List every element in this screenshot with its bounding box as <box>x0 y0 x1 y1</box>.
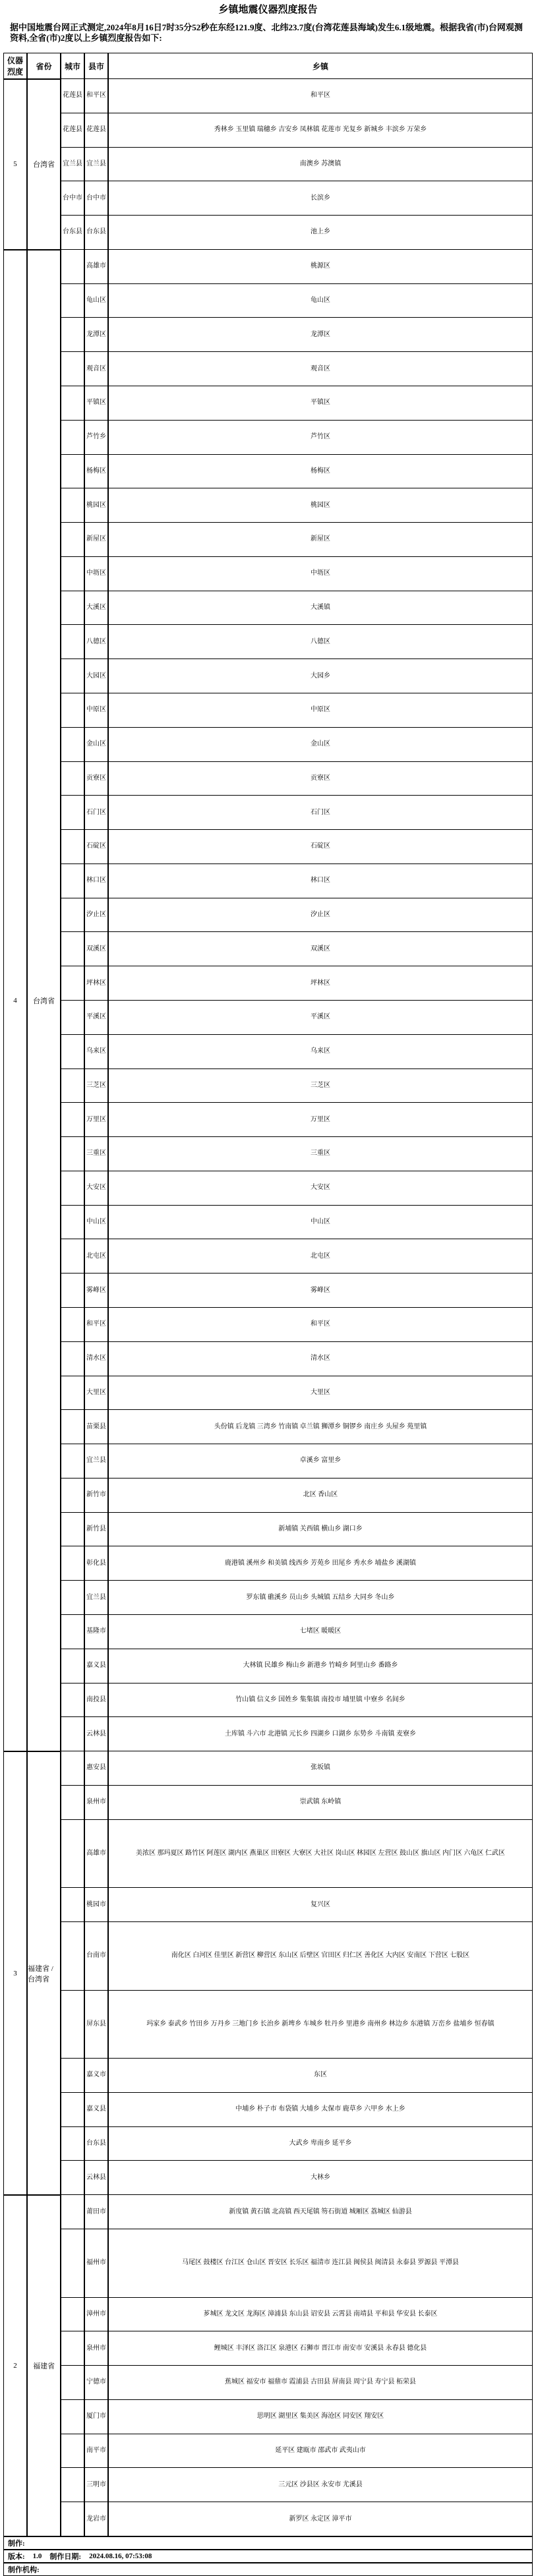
county-cell: 台东县 <box>84 2127 108 2161</box>
county-cell: 泉州市 <box>84 1786 108 1820</box>
towns-cell: 桃园区 <box>108 488 533 523</box>
table-row <box>61 693 533 728</box>
city-cell <box>61 1615 84 1649</box>
intensity-cell: 2 <box>3 2195 27 2536</box>
towns-cell: 北区 香山区 <box>108 1478 533 1513</box>
towns-cell: 北屯区 <box>108 1239 533 1273</box>
footer-maker: 制作: <box>3 2536 533 2550</box>
towns-cell: 大里区 <box>108 1376 533 1411</box>
city-cell <box>61 1786 84 1820</box>
province-cell: 福建省 <box>27 2195 61 2536</box>
city-cell <box>61 591 84 626</box>
city-cell <box>61 898 84 933</box>
county-cell: 惠安县 <box>84 1751 108 1786</box>
table-row <box>61 1376 533 1411</box>
county-cell: 坪林区 <box>84 966 108 1001</box>
footer-org: 制作机构: <box>3 2563 533 2576</box>
towns-cell: 长滨乡 <box>108 181 533 216</box>
table-row <box>61 386 533 421</box>
city-cell <box>61 796 84 830</box>
towns-cell: 新罗区 永定区 漳平市 <box>108 2502 533 2536</box>
city-cell <box>61 1342 84 1376</box>
towns-cell: 新屋区 <box>108 523 533 557</box>
towns-cell: 鹿港镇 溪州乡 和美镇 线西乡 芳苑乡 田尾乡 秀水乡 埔盐乡 溪湖镇 <box>108 1546 533 1581</box>
towns-cell: 雾峰区 <box>108 1273 533 1308</box>
table-row <box>61 1171 533 1206</box>
table-row <box>61 2127 533 2161</box>
towns-cell: 头份镇 后龙镇 三湾乡 竹南镇 卓兰镇 狮潭乡 铜锣乡 南庄乡 头屋乡 苑里镇 <box>108 1410 533 1444</box>
table-row <box>61 2229 533 2298</box>
towns-cell: 中埔乡 朴子市 布袋镇 大埔乡 太保市 鹿草乡 六甲乡 水上乡 <box>108 2093 533 2127</box>
county-cell: 万里区 <box>84 1103 108 1137</box>
table-row <box>61 1581 533 1615</box>
table-row <box>61 898 533 933</box>
table-row <box>61 1717 533 1751</box>
county-cell: 福州市 <box>84 2229 108 2298</box>
towns-cell: 桃源区 <box>108 250 533 284</box>
county-cell: 杨梅区 <box>84 455 108 489</box>
towns-cell: 三芝区 <box>108 1069 533 1103</box>
towns-cell: 卓溪乡 富里乡 <box>108 1444 533 1478</box>
city-cell <box>61 1581 84 1615</box>
county-cell: 石门区 <box>84 796 108 830</box>
towns-cell: 三元区 沙县区 永安市 尤溪县 <box>108 2468 533 2502</box>
towns-cell: 鲤城区 丰泽区 洛江区 泉港区 石狮市 晋江市 南安市 安溪县 永春县 德化县 <box>108 2331 533 2366</box>
city-cell <box>61 2468 84 2502</box>
towns-cell: 平镇区 <box>108 386 533 421</box>
col-province: 省份 <box>27 53 61 79</box>
county-cell: 泉州市 <box>84 2331 108 2366</box>
county-cell: 八德区 <box>84 625 108 659</box>
county-cell: 宜兰县 <box>84 1581 108 1615</box>
province-cell: 台湾省 <box>27 79 61 250</box>
towns-cell: 贡寮区 <box>108 762 533 796</box>
city-cell <box>61 864 84 898</box>
county-cell: 中山区 <box>84 1206 108 1240</box>
table-row <box>61 659 533 693</box>
city-cell <box>61 1717 84 1751</box>
towns-cell: 土库镇 斗六市 北港镇 元长乡 四湖乡 口湖乡 东势乡 斗南镇 麦寮乡 <box>108 1717 533 1751</box>
report-title: 乡镇地震仪器烈度报告 <box>218 5 318 15</box>
table-row <box>61 1444 533 1478</box>
table-row <box>61 455 533 489</box>
county-cell: 大里区 <box>84 1376 108 1411</box>
table-row <box>61 216 533 250</box>
table-row <box>61 2195 533 2229</box>
towns-cell: 大林镇 民雄乡 梅山乡 新港乡 竹崎乡 阿里山乡 番路乡 <box>108 1649 533 1683</box>
intensity-cell: 4 <box>3 250 27 1751</box>
table-row <box>61 1069 533 1103</box>
towns-cell: 张坂镇 <box>108 1751 533 1786</box>
county-cell: 芦竹乡 <box>84 421 108 455</box>
county-cell: 贡寮区 <box>84 762 108 796</box>
col-city: 城市 <box>61 53 84 79</box>
city-cell <box>61 2366 84 2400</box>
table-row <box>61 1103 533 1137</box>
city-cell <box>61 2331 84 2366</box>
city-cell <box>61 1273 84 1308</box>
table-row <box>61 2298 533 2332</box>
county-cell: 高雄市 <box>84 1820 108 1888</box>
county-cell: 大安区 <box>84 1171 108 1206</box>
county-cell: 宁德市 <box>84 2366 108 2400</box>
county-cell: 花莲县 <box>84 113 108 148</box>
table-row <box>61 1273 533 1308</box>
table-row <box>61 1615 533 1649</box>
towns-cell: 平溪区 <box>108 1001 533 1035</box>
table-row <box>61 523 533 557</box>
county-cell: 大溪区 <box>84 591 108 626</box>
county-cell: 大园区 <box>84 659 108 693</box>
towns-cell: 南化区 白河区 佳里区 新营区 柳营区 东山区 后壁区 官田区 归仁区 善化区 大内区 安南区 下营区 七股区 <box>108 1922 533 1991</box>
city-cell <box>61 250 84 284</box>
county-cell: 和平区 <box>84 1308 108 1342</box>
towns-cell: 大武乡 卑南乡 延平乡 <box>108 2127 533 2161</box>
towns-cell: 秀林乡 玉里镇 瑞穗乡 吉安乡 凤林镇 花莲市 光复乡 新城乡 丰滨乡 万荣乡 <box>108 113 533 148</box>
city-cell <box>61 966 84 1001</box>
towns-cell: 石门区 <box>108 796 533 830</box>
county-cell: 汐止区 <box>84 898 108 933</box>
table-row <box>61 625 533 659</box>
table-row <box>61 352 533 386</box>
county-cell: 三重区 <box>84 1137 108 1171</box>
towns-cell: 大林乡 <box>108 2161 533 2195</box>
col-towns: 乡镇 <box>108 53 533 79</box>
county-cell: 嘉义市 <box>84 2059 108 2093</box>
city-cell <box>61 318 84 352</box>
towns-cell: 万里区 <box>108 1103 533 1137</box>
table-row <box>61 1137 533 1171</box>
towns-cell: 杨梅区 <box>108 455 533 489</box>
county-cell: 中原区 <box>84 693 108 728</box>
table-row <box>61 1922 533 1991</box>
table-row <box>61 1478 533 1513</box>
towns-cell: 芦竹区 <box>108 421 533 455</box>
table-row <box>61 181 533 216</box>
towns-cell: 龟山区 <box>108 284 533 318</box>
city-cell <box>61 762 84 796</box>
county-cell: 漳州市 <box>84 2298 108 2332</box>
county-cell: 中坜区 <box>84 557 108 591</box>
table-row <box>61 79 533 113</box>
table-row <box>61 591 533 626</box>
table-row <box>61 2468 533 2502</box>
towns-cell: 和平区 <box>108 79 533 113</box>
table-row <box>61 113 533 148</box>
towns-cell: 清水区 <box>108 1342 533 1376</box>
county-cell: 桃园区 <box>84 488 108 523</box>
city-cell <box>61 2161 84 2195</box>
table-row <box>61 1546 533 1581</box>
county-cell: 南平市 <box>84 2434 108 2469</box>
city-cell <box>61 1035 84 1069</box>
table-row <box>61 1308 533 1342</box>
table-row <box>61 1513 533 1547</box>
city-cell <box>61 455 84 489</box>
table-row <box>61 250 533 284</box>
county-cell: 观音区 <box>84 352 108 386</box>
province-cell: 台湾省 <box>27 250 61 1751</box>
county-cell: 乌来区 <box>84 1035 108 1069</box>
county-cell: 云林县 <box>84 2161 108 2195</box>
table-row <box>61 1001 533 1035</box>
city-cell: 宜兰县 <box>61 148 84 182</box>
table-row <box>61 318 533 352</box>
table-row <box>61 1683 533 1718</box>
county-cell: 石碇区 <box>84 830 108 864</box>
county-cell: 金山区 <box>84 728 108 762</box>
towns-cell: 双溪区 <box>108 932 533 966</box>
table-row <box>61 1786 533 1820</box>
towns-cell: 石碇区 <box>108 830 533 864</box>
city-cell <box>61 1513 84 1547</box>
city-cell <box>61 2434 84 2469</box>
towns-cell: 七堵区 暖暖区 <box>108 1615 533 1649</box>
county-cell: 平溪区 <box>84 1001 108 1035</box>
city-cell <box>61 488 84 523</box>
city-cell <box>61 1001 84 1035</box>
city-cell <box>61 1206 84 1240</box>
table-row <box>61 796 533 830</box>
table-row <box>61 2331 533 2366</box>
table-row <box>61 2093 533 2127</box>
city-cell <box>61 693 84 728</box>
city-cell <box>61 728 84 762</box>
table-row <box>61 864 533 898</box>
towns-cell: 崇武镇 东岭镇 <box>108 1786 533 1820</box>
county-cell: 双溪区 <box>84 932 108 966</box>
city-cell <box>61 1751 84 1786</box>
towns-cell: 坪林区 <box>108 966 533 1001</box>
city-cell <box>61 2298 84 2332</box>
towns-cell: 林口区 <box>108 864 533 898</box>
county-cell: 龙岩市 <box>84 2502 108 2536</box>
county-cell: 雾峰区 <box>84 1273 108 1308</box>
towns-cell: 汐止区 <box>108 898 533 933</box>
table-row <box>61 284 533 318</box>
city-cell <box>61 1991 84 2059</box>
county-cell: 基隆市 <box>84 1615 108 1649</box>
county-cell: 厦门市 <box>84 2400 108 2434</box>
towns-cell: 美浓区 那玛夏区 路竹区 阿莲区 湖内区 燕巢区 田寮区 大寮区 大社区 岗山区 林园区 左营区 鼓山区 旗山区 内门区 六龟区 仁武区 <box>108 1820 533 1888</box>
towns-cell: 南澳乡 苏澳镇 <box>108 148 533 182</box>
city-cell <box>61 932 84 966</box>
table-row <box>61 1410 533 1444</box>
city-cell <box>61 1171 84 1206</box>
county-cell: 林口区 <box>84 864 108 898</box>
county-cell: 嘉义县 <box>84 1649 108 1683</box>
table-row <box>61 1649 533 1683</box>
city-cell <box>61 1888 84 1922</box>
towns-cell: 新度镇 黄石镇 北高镇 西天尾镇 笏石街道 城厢区 荔城区 仙游县 <box>108 2195 533 2229</box>
city-cell <box>61 2229 84 2298</box>
county-cell: 彰化县 <box>84 1546 108 1581</box>
county-cell: 龟山区 <box>84 284 108 318</box>
city-cell <box>61 352 84 386</box>
towns-cell: 中山区 <box>108 1206 533 1240</box>
table-row <box>61 2366 533 2400</box>
city-cell <box>61 2059 84 2093</box>
county-cell: 三芝区 <box>84 1069 108 1103</box>
county-cell: 新竹县 <box>84 1513 108 1547</box>
city-cell <box>61 2195 84 2229</box>
county-cell: 新竹市 <box>84 1478 108 1513</box>
city-cell <box>61 2502 84 2536</box>
city-cell <box>61 1922 84 1991</box>
towns-cell: 复兴区 <box>108 1888 533 1922</box>
province-cell: 福建省 / 台湾省 <box>27 1751 61 2195</box>
towns-cell: 大安区 <box>108 1171 533 1206</box>
footer-version-time: 版本: 1.0 制作日期: 2024.08.16, 07:53:08 <box>3 2550 533 2563</box>
table-row <box>61 728 533 762</box>
towns-cell: 思明区 湖里区 集美区 海沧区 同安区 翔安区 <box>108 2400 533 2434</box>
report-intro: 据中国地震台网正式测定,2024年8月16日7时35分52秒在东经121.9度、北纬23.7度(台湾花莲县海域)发生6.1级地震。根据我省(市)台网观测资料,全省(市)2度以上乡镇烈度报告如下: <box>10 22 523 43</box>
city-cell <box>61 1069 84 1103</box>
city-cell <box>61 557 84 591</box>
table-row <box>61 762 533 796</box>
city-cell <box>61 1308 84 1342</box>
table-row <box>61 148 533 182</box>
towns-cell: 和平区 <box>108 1308 533 1342</box>
county-cell: 清水区 <box>84 1342 108 1376</box>
county-cell: 桃园市 <box>84 1888 108 1922</box>
city-cell: 花莲县 <box>61 79 84 113</box>
towns-cell: 延平区 建瓯市 邵武市 武夷山市 <box>108 2434 533 2469</box>
col-county: 县市 <box>84 53 108 79</box>
county-cell: 台南市 <box>84 1922 108 1991</box>
county-cell: 龙潭区 <box>84 318 108 352</box>
table-row <box>61 557 533 591</box>
table-row <box>61 2434 533 2469</box>
towns-cell: 大园乡 <box>108 659 533 693</box>
towns-cell: 中坜区 <box>108 557 533 591</box>
county-cell: 高雄市 <box>84 250 108 284</box>
county-cell: 南投县 <box>84 1683 108 1718</box>
county-cell: 莆田市 <box>84 2195 108 2229</box>
county-cell: 屏东县 <box>84 1991 108 2059</box>
table-row <box>61 1991 533 2059</box>
table-row <box>61 1239 533 1273</box>
city-cell <box>61 523 84 557</box>
towns-cell: 蕉城区 福安市 福鼎市 霞浦县 古田县 屏南县 周宁县 寿宁县 柘荣县 <box>108 2366 533 2400</box>
county-cell: 苗栗县 <box>84 1410 108 1444</box>
towns-cell: 新埔镇 关西镇 横山乡 湖口乡 <box>108 1513 533 1547</box>
city-cell <box>61 1478 84 1513</box>
table-row <box>61 1751 533 1786</box>
city-cell <box>61 1376 84 1411</box>
city-cell <box>61 625 84 659</box>
city-cell <box>61 659 84 693</box>
towns-cell: 马尾区 鼓楼区 台江区 仓山区 晋安区 长乐区 福清市 连江县 闽侯县 闽清县 永泰县 罗源县 平潭县 <box>108 2229 533 2298</box>
towns-cell: 中原区 <box>108 693 533 728</box>
table-row <box>61 1206 533 1240</box>
city-cell: 花莲县 <box>61 113 84 148</box>
county-cell: 北屯区 <box>84 1239 108 1273</box>
city-cell <box>61 1546 84 1581</box>
table-row <box>61 830 533 864</box>
city-cell <box>61 2127 84 2161</box>
intensity-cell: 3 <box>3 1751 27 2195</box>
table-row <box>61 2161 533 2195</box>
city-cell: 台中市 <box>61 181 84 216</box>
city-cell <box>61 2400 84 2434</box>
table-row <box>61 1342 533 1376</box>
towns-cell: 金山区 <box>108 728 533 762</box>
city-cell <box>61 1444 84 1478</box>
table-row <box>61 1035 533 1069</box>
county-cell: 平镇区 <box>84 386 108 421</box>
county-cell: 宜兰县 <box>84 1444 108 1478</box>
city-cell <box>61 284 84 318</box>
county-cell: 台中市 <box>84 181 108 216</box>
county-cell: 新屋区 <box>84 523 108 557</box>
table-row <box>61 1888 533 1922</box>
towns-cell: 罗东镇 礁溪乡 员山乡 头城镇 五结乡 大同乡 冬山乡 <box>108 1581 533 1615</box>
city-cell <box>61 2093 84 2127</box>
towns-cell: 池上乡 <box>108 216 533 250</box>
county-cell: 宜兰县 <box>84 148 108 182</box>
table-row <box>61 932 533 966</box>
city-cell: 台东县 <box>61 216 84 250</box>
towns-cell: 八德区 <box>108 625 533 659</box>
city-cell <box>61 1683 84 1718</box>
county-cell: 云林县 <box>84 1717 108 1751</box>
county-cell: 和平区 <box>84 79 108 113</box>
table-row <box>61 1820 533 1888</box>
col-intensity: 仪器烈度 <box>3 53 27 79</box>
table-row <box>61 2400 533 2434</box>
city-cell <box>61 1103 84 1137</box>
city-cell <box>61 1410 84 1444</box>
county-cell: 嘉义县 <box>84 2093 108 2127</box>
city-cell <box>61 1649 84 1683</box>
city-cell <box>61 1137 84 1171</box>
intensity-cell: 5 <box>3 79 27 250</box>
city-cell <box>61 421 84 455</box>
towns-cell: 观音区 <box>108 352 533 386</box>
towns-cell: 三重区 <box>108 1137 533 1171</box>
table-row <box>61 2059 533 2093</box>
table-row <box>61 2502 533 2536</box>
table-row <box>61 488 533 523</box>
towns-cell: 玛家乡 泰武乡 竹田乡 万丹乡 三地门乡 长治乡 新埤乡 车城乡 牡丹乡 里港乡 南州乡 林边乡 东港镇 万峦乡 盐埔乡 恒春镇 <box>108 1991 533 2059</box>
towns-cell: 大溪镇 <box>108 591 533 626</box>
county-cell: 台东县 <box>84 216 108 250</box>
table-row <box>61 966 533 1001</box>
towns-cell: 龙潭区 <box>108 318 533 352</box>
towns-cell: 芗城区 龙文区 龙海区 漳浦县 东山县 诏安县 云霄县 南靖县 平和县 华安县 长泰区 <box>108 2298 533 2332</box>
city-cell <box>61 386 84 421</box>
city-cell <box>61 830 84 864</box>
towns-cell: 乌来区 <box>108 1035 533 1069</box>
table-row <box>61 421 533 455</box>
city-cell <box>61 1239 84 1273</box>
towns-cell: 东区 <box>108 2059 533 2093</box>
county-cell: 三明市 <box>84 2468 108 2502</box>
towns-cell: 竹山镇 信义乡 国姓乡 集集镇 南投市 埔里镇 中寮乡 名间乡 <box>108 1683 533 1718</box>
city-cell <box>61 1820 84 1888</box>
